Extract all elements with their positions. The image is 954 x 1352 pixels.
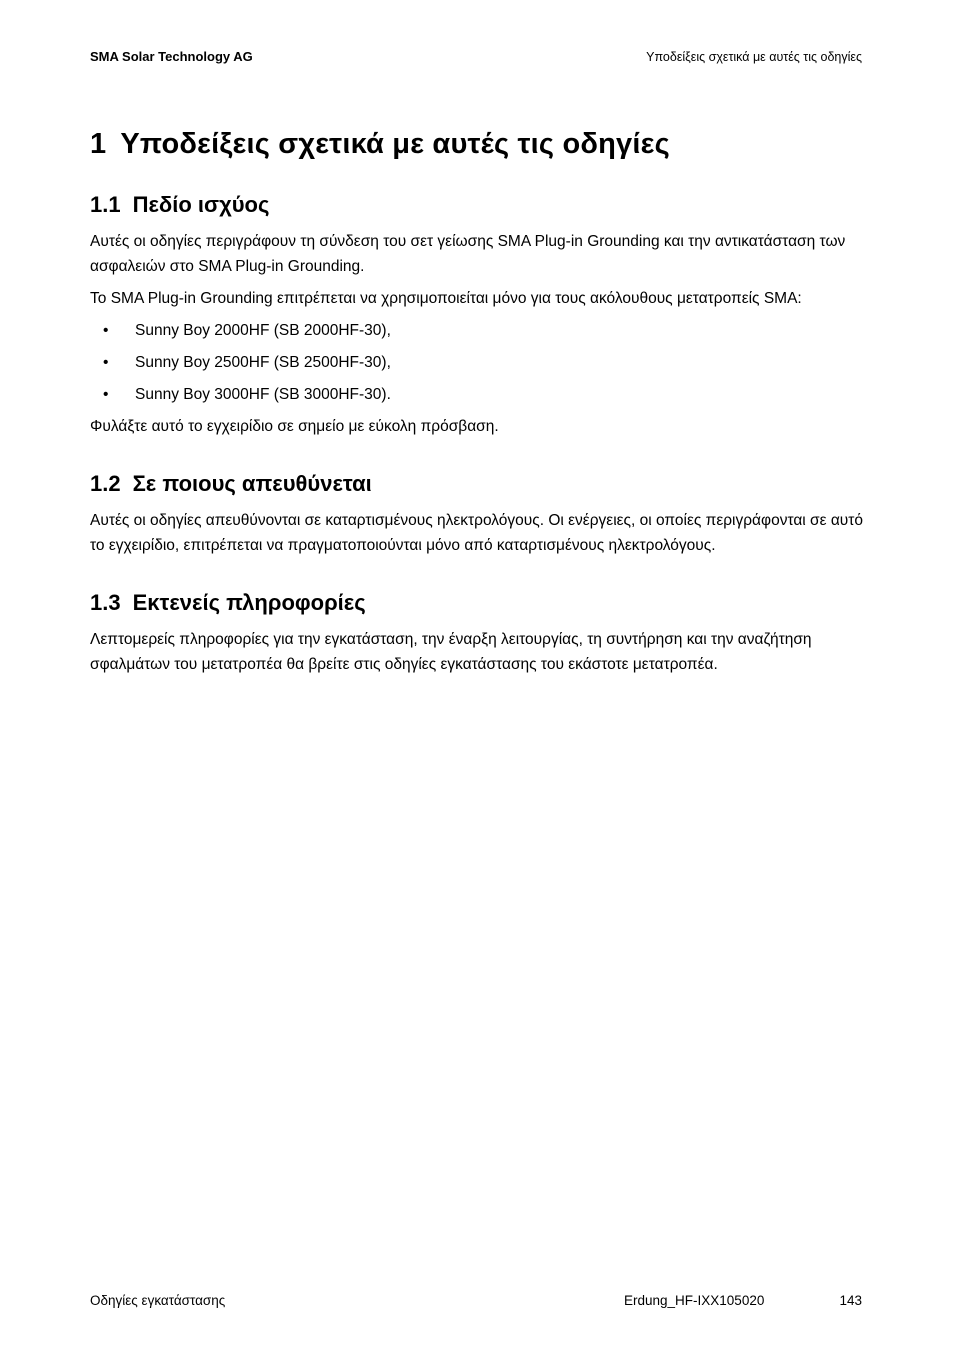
section-number: 1.2: [90, 471, 121, 496]
chapter-heading: [90, 124, 864, 164]
section-number: 1.1: [90, 192, 121, 217]
bullet-icon: •: [103, 354, 109, 371]
section-number: 1.3: [90, 590, 121, 615]
section-title: Πεδίο ισχύος: [132, 192, 270, 217]
section-target-group: [90, 469, 864, 558]
paragraph: Φυλάξτε αυτό το εγχειρίδιο σε σημείο με εύκολη πρόσβαση.: [90, 418, 499, 435]
page-number: 143: [839, 1293, 862, 1308]
section-title: Εκτενείς πληροφορίες: [132, 590, 366, 615]
chapter-title: Υποδείξεις σχετικά με αυτές τις οδηγίες: [120, 128, 670, 160]
paragraph: Αυτές οι οδηγίες περιγράφουν τη σύνδεση του σετ γείωσης SMA Plug-in Grounding και την αντικατάσταση των ασφαλειών στο SMA Plug-in Grounding.: [90, 233, 846, 275]
footer-doc-type: Οδηγίες εγκατάστασης: [90, 1293, 226, 1308]
list-item: [90, 318, 864, 343]
header-running-title: Υποδείξεις σχετικά με αυτές τις οδηγίες: [646, 50, 862, 64]
footer-doc-code: Erdung_HF-IXX105020: [624, 1293, 765, 1308]
list-item: [90, 350, 864, 375]
inverter-list: [90, 318, 864, 407]
section-heading: [90, 588, 864, 618]
paragraph: Το SMA Plug-in Grounding επιτρέπεται να χρησιμοποιείται μόνο για τους ακόλουθους μετατροπείς SMA:: [90, 290, 802, 307]
paragraph: Λεπτομερείς πληροφορίες για την εγκατάσταση, την έναρξη λειτουργίας, τη συντήρηση και την αναζήτηση σφαλμάτων του μετατροπέα θα βρείτε στις οδηγίες εγκατάστασης του εκάστοτε μετατροπέα.: [90, 631, 812, 673]
section-title: Σε ποιους απευθύνεται: [132, 471, 372, 496]
bullet-icon: •: [103, 386, 109, 403]
section-scope: [90, 190, 864, 439]
header-company: SMA Solar Technology AG: [90, 49, 253, 64]
section-heading: [90, 469, 864, 499]
list-item-text: Sunny Boy 3000HF (SB 3000HF-30).: [135, 386, 391, 403]
chapter-number: 1: [90, 128, 107, 160]
list-item-text: Sunny Boy 2000HF (SB 2000HF-30),: [135, 322, 391, 339]
section-heading: [90, 190, 864, 220]
list-item-text: Sunny Boy 2500HF (SB 2500HF-30),: [135, 354, 391, 371]
bullet-icon: •: [103, 322, 109, 339]
page-content: [90, 124, 864, 684]
paragraph: Αυτές οι οδηγίες απευθύνονται σε καταρτισμένους ηλεκτρολόγους. Οι ενέργειες, οι οποίες περιγράφονται σε αυτό το εγχειρίδιο, επιτρέπεται να πραγματοποιούνται μόνο από καταρτισμένους ηλεκτρολόγους.: [90, 512, 864, 554]
list-item: [90, 382, 864, 407]
section-additional-info: [90, 588, 864, 677]
